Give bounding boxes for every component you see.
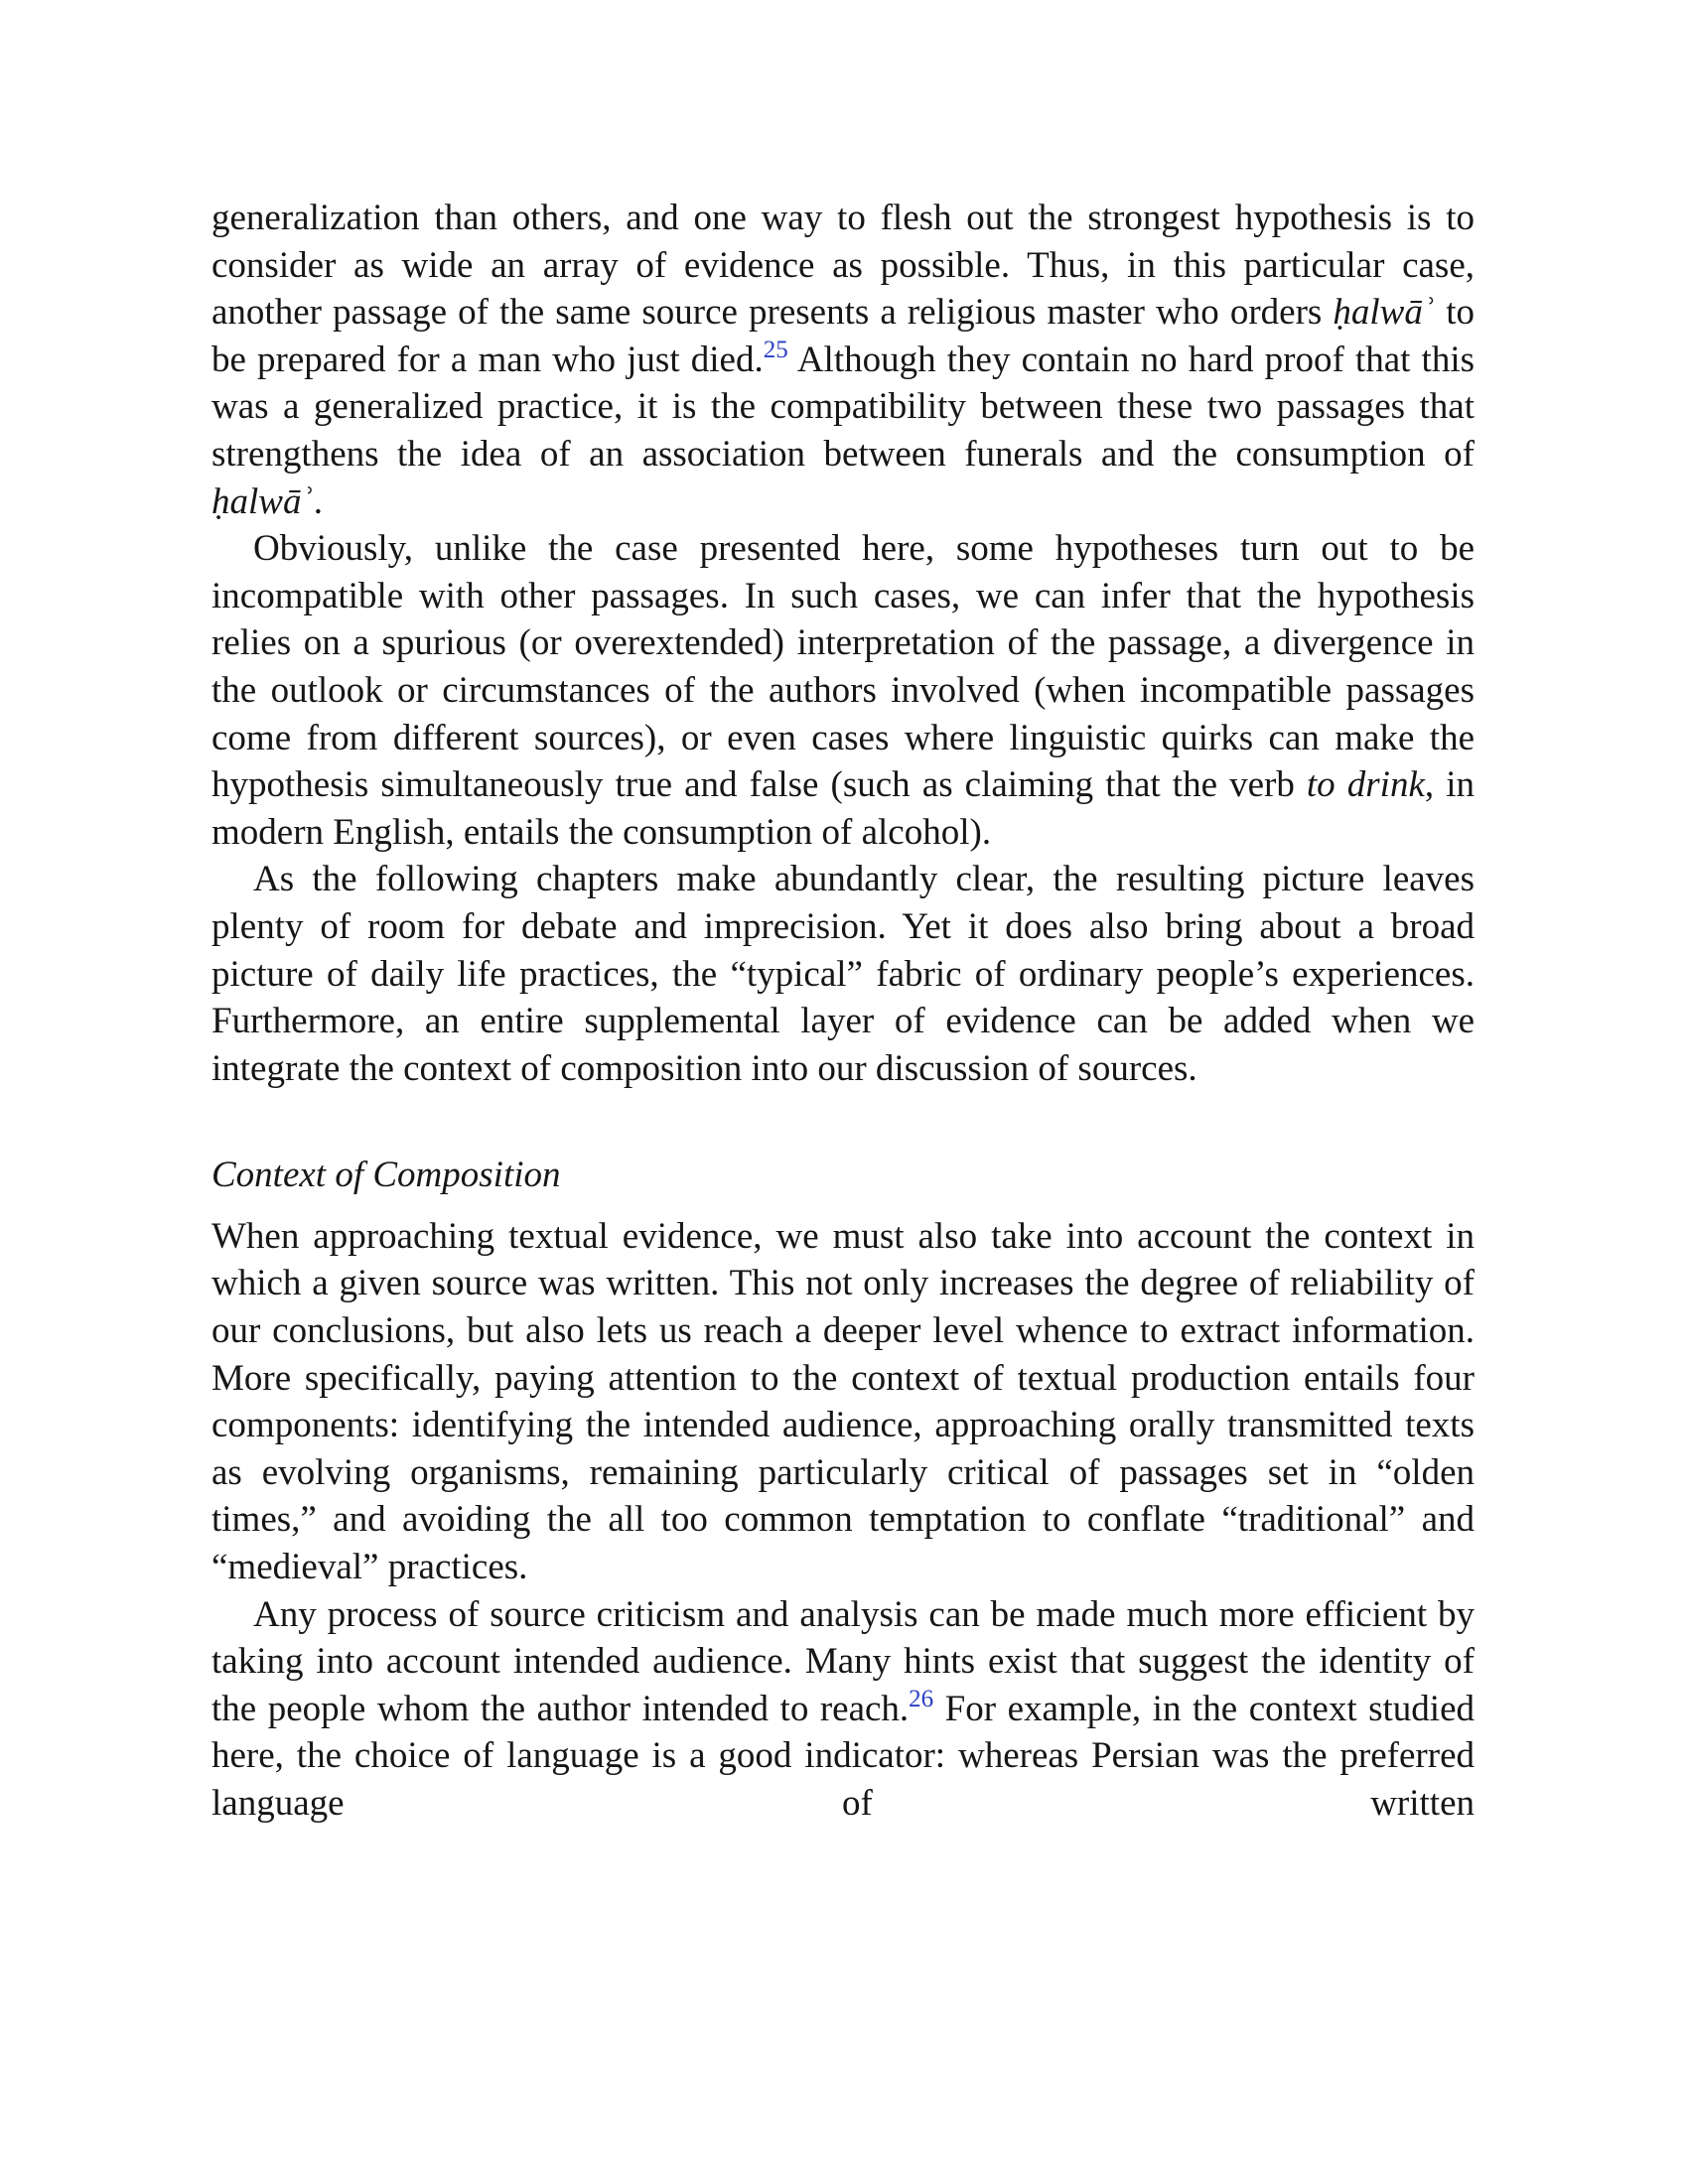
paragraph-2-text-a: Obviously, unlike the case presented here, some hypotheses turn out to be incompatible with other passages. In such cases, we can infer that the hypothesis relies on a spurious (or overextended) interpretation of the passage, a divergence in the outlook or circumstances of the authors involved (when incompatible passages come from different sources), or even cases where linguistic quirks can make the hypothesis simultaneously true and false (such as claiming that the verb bbox=[211, 528, 1475, 806]
paragraph-5 bbox=[211, 1591, 1475, 1828]
footnote-ref-25[interactable]: 25 bbox=[763, 336, 788, 363]
paragraph-1 bbox=[211, 195, 1475, 525]
paragraph-5-text-a: Any process of source criticism and analysis can be made much more efficient by taking into account intended audience. Many hints exist that suggest the identity of the people whom the author intended to reach. bbox=[211, 1593, 1475, 1729]
paragraph-1-text-a: generalization than others, and one way to flesh out the strongest hypothesis is to consider as wide an array of evidence as possible. Thus, in this particular case, another passage of the same source presents a religious master who orders bbox=[211, 198, 1475, 334]
footnote-ref-26[interactable]: 26 bbox=[909, 1685, 934, 1712]
paragraph-2 bbox=[211, 525, 1475, 856]
paragraph-1-text-b: to be prepared for a man who just died. bbox=[211, 292, 1475, 380]
section-heading: Context of Composition bbox=[211, 1155, 561, 1196]
page-body bbox=[211, 195, 1475, 1828]
paragraph-5-text-b: For example, in the context studied here, the choice of language is a good indicator: whereas Persian was the preferred language of written bbox=[211, 1688, 1475, 1824]
term-halwa: ḥalwāʾ bbox=[211, 480, 314, 522]
paragraph-3: As the following chapters make abundantly clear, the resulting picture leaves plenty of room for debate and imprecision. Yet it does also bring about a broad picture of daily life practices, the “typical” fabric of ordinary people’s experiences. Furthermore, an entire supplemental layer of evidence can be added when we integrate the context of composition into our discussion of sources. bbox=[211, 859, 1475, 1089]
paragraph-4: When approaching textual evidence, we must also take into account the context in which a given source was written. This not only increases the degree of reliability of our conclusions, but also lets us reach a deeper level whence to extract information. More specifically, paying attention to the context of textual production entails four components: identifying the intended audience, approaching orally transmitted texts as evolving organisms, remaining particularly critical of passages set in “olden times,” and avoiding the all too common temptation to conflate “traditional” and “medieval” practices. bbox=[211, 1215, 1475, 1588]
paragraph-1-text-d: . bbox=[313, 480, 324, 522]
paragraph-2-text-b: , in modern English, entails the consumption of alcohol). bbox=[211, 764, 1475, 853]
term-halwa: ḥalwāʾ bbox=[1333, 292, 1436, 334]
paragraph-1-text-c: Although they contain no hard proof that this was a generalized practice, it is the compatibility between these two passages that strengthens the idea of an association between funerals and the consumption of bbox=[211, 339, 1476, 475]
term-to-drink: to drink bbox=[1306, 764, 1425, 806]
